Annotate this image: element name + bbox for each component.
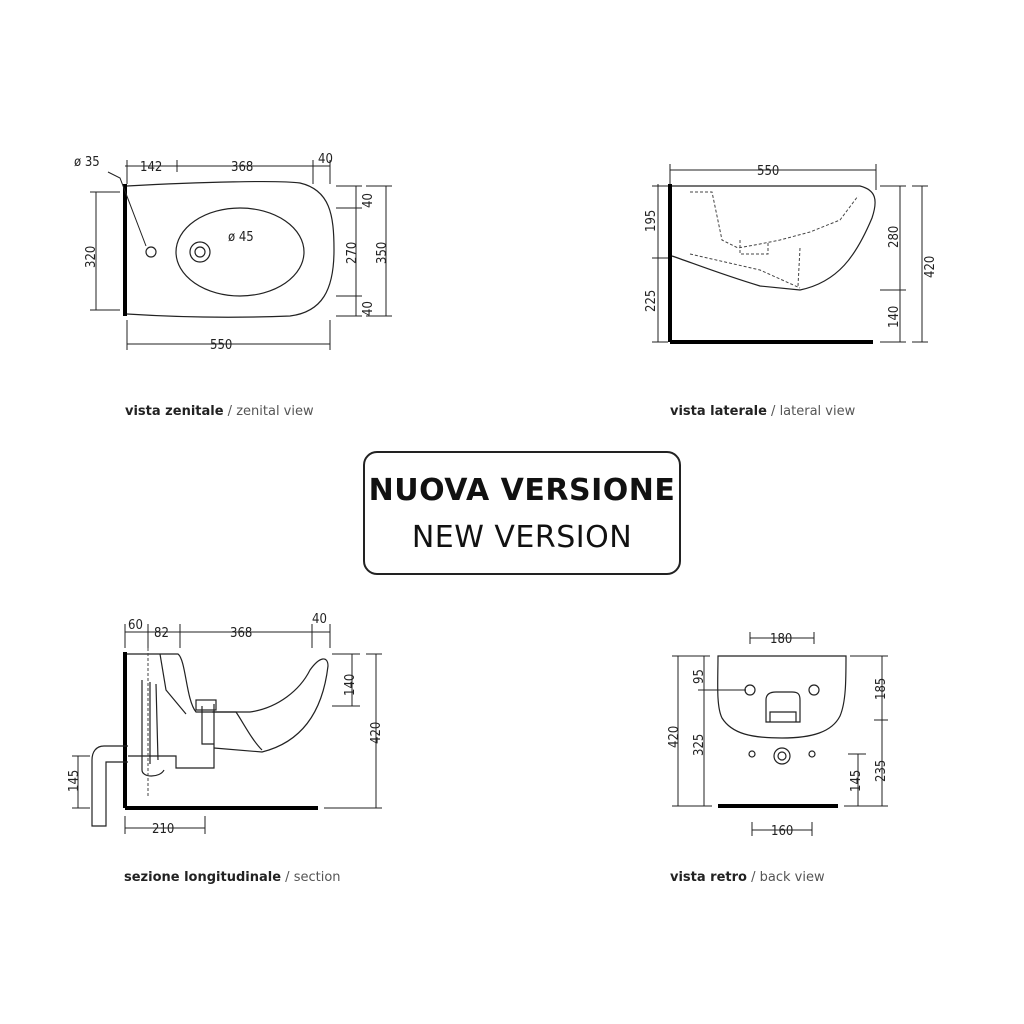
zenital-drain-outer (190, 242, 210, 262)
zenital-caption: vista zenitale / zenital view (125, 404, 314, 419)
section-waste-pipe (128, 704, 214, 768)
lateral-interior-dashed (690, 192, 858, 288)
zenital-tap-hole (146, 247, 156, 257)
zenital-view (74, 152, 392, 419)
back-recess (766, 692, 800, 722)
new-version-badge (363, 451, 681, 575)
lateral-dim-140: 140 (887, 305, 902, 328)
zenital-dim-right-40-bottom: 40 (361, 301, 376, 316)
section-dim-82: 82 (154, 626, 169, 641)
back-dim-95: 95 (692, 669, 707, 684)
section-trap (92, 746, 128, 826)
zenital-dim-bottom: 550 (210, 338, 233, 353)
zenital-dim-top-mid: 368 (231, 160, 254, 175)
zenital-bowl-outline (127, 182, 334, 318)
section-dim-420: 420 (369, 721, 384, 744)
badge-title-en: NEW VERSION (411, 520, 633, 555)
section-supply-pipes (142, 680, 164, 776)
back-dim-185: 185 (874, 677, 889, 700)
zenital-dim-top-left: 142 (140, 160, 163, 175)
back-small-hole-left (749, 751, 755, 757)
lateral-view (644, 164, 938, 419)
zenital-dim-left: 320 (84, 245, 99, 268)
zenital-dim-top-right: 40 (318, 152, 333, 167)
back-fix-hole-left (745, 685, 755, 695)
section-caption: sezione longitudinale / section (124, 870, 341, 885)
badge-title-it: NUOVA VERSIONE (368, 473, 676, 508)
back-fix-hole-right (809, 685, 819, 695)
back-view (667, 632, 889, 885)
lateral-dim-195: 195 (644, 209, 659, 232)
zenital-dim-right-270: 270 (345, 241, 360, 264)
back-dim-325: 325 (692, 733, 707, 756)
back-dim-235: 235 (874, 759, 889, 782)
section-dim-145: 145 (67, 769, 82, 792)
section-dim-210: 210 (152, 822, 175, 837)
back-dim-420: 420 (667, 725, 682, 748)
back-small-hole-right (809, 751, 815, 757)
lateral-caption: vista laterale / lateral view (670, 404, 856, 419)
lateral-dim-225: 225 (644, 289, 659, 312)
lateral-dim-280: 280 (887, 225, 902, 248)
section-dim-60: 60 (128, 618, 143, 633)
back-dim-145: 145 (849, 769, 864, 792)
zenital-dim-right-350: 350 (375, 241, 390, 264)
back-body-outline (718, 656, 846, 738)
back-connection-inner (778, 752, 786, 760)
lateral-bowl-outline (672, 186, 875, 290)
zenital-dim-right-40-top: 40 (361, 193, 376, 208)
lateral-dim-420: 420 (923, 255, 938, 278)
back-dim-160: 160 (771, 824, 794, 839)
back-dim-180: 180 (770, 632, 793, 647)
section-dim-40: 40 (312, 612, 327, 627)
zenital-drain-dia: ø 45 (228, 230, 254, 245)
zenital-hole-dia: ø 35 (74, 155, 100, 170)
section-drain-fitting (196, 700, 216, 710)
section-view (67, 612, 384, 885)
section-dim-140: 140 (343, 673, 358, 696)
lateral-dim-top: 550 (757, 164, 780, 179)
zenital-drain-inner (195, 247, 205, 257)
section-dim-368: 368 (230, 626, 253, 641)
back-connection-hole (774, 748, 790, 764)
section-inner-wall (160, 654, 262, 750)
back-caption: vista retro / back view (670, 870, 825, 885)
